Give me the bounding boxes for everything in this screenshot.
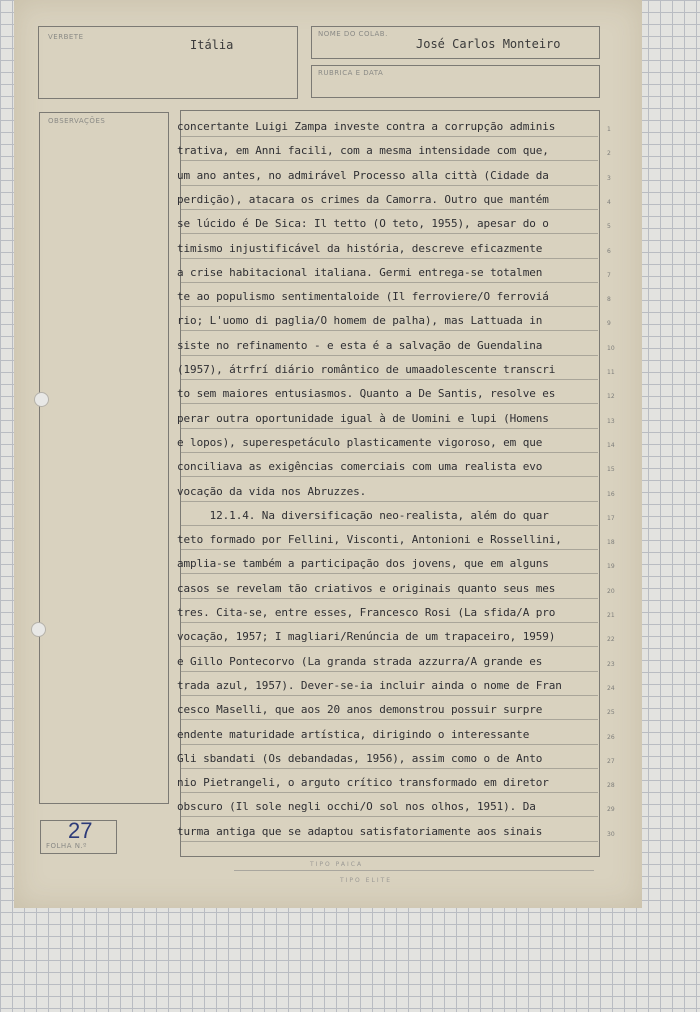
text-line: perar outra oportunidade igual à de Uomini e lupi (Homens xyxy=(177,411,549,425)
line-number: 3 xyxy=(607,174,611,182)
text-line: turma antiga que se adaptou satisfatoriamente aos sinais xyxy=(177,824,543,838)
text-line: rio; L'uomo di paglia/O homem de palha), mas Lattuada in xyxy=(177,314,543,328)
line-number: 27 xyxy=(607,757,615,765)
rule-line xyxy=(180,768,598,769)
line-number: 1 xyxy=(607,126,611,133)
line-number: 23 xyxy=(607,660,615,668)
rule-line xyxy=(180,185,598,186)
line-number: 2 xyxy=(607,150,611,158)
tipo-paica-mark: TIPO PAICA xyxy=(310,861,364,868)
line-number: 12 xyxy=(607,393,615,401)
text-line: se lúcido é De Sica: Il tetto (O teto, 1955), apesar do o xyxy=(177,217,549,231)
rule-line xyxy=(180,646,598,647)
text-line: (1957), átrfrí diário romântico de umaadolescente transcri xyxy=(177,363,556,376)
text-line: teto formado por Fellini, Visconti, Antonioni e Rossellini, xyxy=(177,533,562,547)
observacoes-box xyxy=(39,112,169,804)
verbete-label: VERBETE xyxy=(48,33,84,41)
rule-line xyxy=(180,160,598,161)
line-number: 16 xyxy=(607,490,615,498)
text-line: vocação, 1957; I magliari/Renúncia de um trapaceiro, 1959) xyxy=(177,630,556,644)
text-line: trativa, em Anni facili, com a mesma intensidade com que, xyxy=(177,144,549,158)
text-line: cesco Maselli, que aos 20 anos demonstrou possuir surpre xyxy=(177,703,543,717)
tipo-elite-mark: TIPO ELITE xyxy=(340,877,393,884)
rule-line xyxy=(180,501,598,502)
rule-line xyxy=(180,744,598,745)
rule-line xyxy=(180,525,598,526)
punch-hole-top xyxy=(34,392,49,407)
rule-line xyxy=(180,282,598,283)
rule-line xyxy=(180,792,598,793)
text-line: perdição), atacara os crimes da Camorra. Outro que mantém xyxy=(177,192,549,206)
observacoes-label: OBSERVAÇÕES xyxy=(48,117,106,125)
folha-value: 27 xyxy=(68,818,93,843)
rule-line xyxy=(180,379,598,380)
rubrica-label: RUBRICA E DATA xyxy=(318,69,384,77)
punch-hole-bottom xyxy=(31,622,46,637)
rule-line xyxy=(180,622,598,623)
text-line: 12.1.4. Na diversificação neo-realista, além do quar xyxy=(177,508,549,522)
line-number: 6 xyxy=(607,247,611,255)
line-number: 8 xyxy=(607,296,611,304)
line-number: 11 xyxy=(607,369,615,376)
rule-line xyxy=(180,841,598,842)
rule-line xyxy=(180,816,598,817)
text-line: um ano antes, no admirável Processo alla città (Cidade da xyxy=(177,168,549,182)
line-number: 4 xyxy=(607,198,611,206)
line-number: 29 xyxy=(607,806,615,814)
text-line: vocação da vida nos Abruzzes. xyxy=(177,484,367,498)
line-number: 21 xyxy=(607,612,615,619)
line-number: 15 xyxy=(607,466,615,474)
rule-line xyxy=(180,573,598,574)
text-line: a crise habitacional italiana. Germi entrega-se totalmen xyxy=(177,265,543,279)
line-number: 17 xyxy=(607,514,615,522)
text-line: to sem maiores entusiasmos. Quanto a De Santis, resolve es xyxy=(177,387,556,401)
text-line: amplia-se também a participação dos jovens, que em alguns xyxy=(177,557,549,571)
text-line: concertante Luigi Zampa investe contra a corrupção adminis xyxy=(177,120,556,133)
rule-line xyxy=(180,719,598,720)
line-number: 24 xyxy=(607,684,615,692)
verbete-value: Itália xyxy=(190,38,234,52)
line-number: 26 xyxy=(607,733,615,741)
text-line: e lopos), superespetáculo plasticamente vigoroso, em que xyxy=(177,435,543,449)
text-line: casos se revelam tão criativos e originais quanto seus mes xyxy=(177,581,556,595)
text-line: e Gillo Pontecorvo (La granda strada azzurra/A grande es xyxy=(177,654,543,668)
text-line: obscuro (Il sole negli occhi/O sol nos olhos, 1951). Da xyxy=(177,800,536,814)
line-number: 5 xyxy=(607,223,611,231)
line-number: 19 xyxy=(607,563,615,571)
bottom-divider xyxy=(234,870,594,871)
line-number: 30 xyxy=(607,830,615,838)
line-number: 13 xyxy=(607,417,615,425)
line-number: 25 xyxy=(607,709,615,717)
line-number: 14 xyxy=(607,441,615,449)
line-number: 18 xyxy=(607,539,615,547)
rule-line xyxy=(180,233,598,234)
rule-line xyxy=(180,330,598,331)
line-number: 20 xyxy=(607,587,615,595)
rule-line xyxy=(180,549,598,550)
rule-line xyxy=(180,428,598,429)
colab-label: NOME DO COLAB. xyxy=(318,30,388,38)
text-line: conciliava as exigências comerciais com uma realista evo xyxy=(177,460,543,474)
rule-line xyxy=(180,452,598,453)
rule-line xyxy=(180,306,598,307)
rule-line xyxy=(180,695,598,696)
text-line: nio Pietrangeli, o arguto crítico transformado em diretor xyxy=(177,776,549,790)
rule-line xyxy=(180,476,598,477)
text-line: tres. Cita-se, entre esses, Francesco Rosi (La sfida/A pro xyxy=(177,606,556,619)
rule-line xyxy=(180,355,598,356)
text-line: Gli sbandati (Os debandadas, 1956), assim como o de Anto xyxy=(177,751,543,765)
line-number: 9 xyxy=(607,320,611,328)
text-line: timismo injustificável da história, descreve eficazmente xyxy=(177,241,543,255)
rule-line xyxy=(180,136,598,137)
rule-line xyxy=(180,209,598,210)
line-number: 28 xyxy=(607,782,615,790)
folha-label: FOLHA N.º xyxy=(46,842,87,850)
line-number: 10 xyxy=(607,344,615,352)
line-number: 7 xyxy=(607,271,611,279)
text-line: siste no refinamento - e esta é a salvação de Guendalina xyxy=(177,338,543,352)
text-line: te ao populismo sentimentaloide (Il ferroviere/O ferroviá xyxy=(177,290,549,304)
rule-line xyxy=(180,403,598,404)
text-line: trada azul, 1957). Dever-se-ia incluir ainda o nome de Fran xyxy=(177,678,562,692)
text-line: endente maturidade artística, dirigindo o interessante xyxy=(177,727,530,741)
rule-line xyxy=(180,598,598,599)
rule-line xyxy=(180,671,598,672)
colab-value: José Carlos Monteiro xyxy=(416,37,561,51)
rule-line xyxy=(180,258,598,259)
line-number: 22 xyxy=(607,636,615,644)
